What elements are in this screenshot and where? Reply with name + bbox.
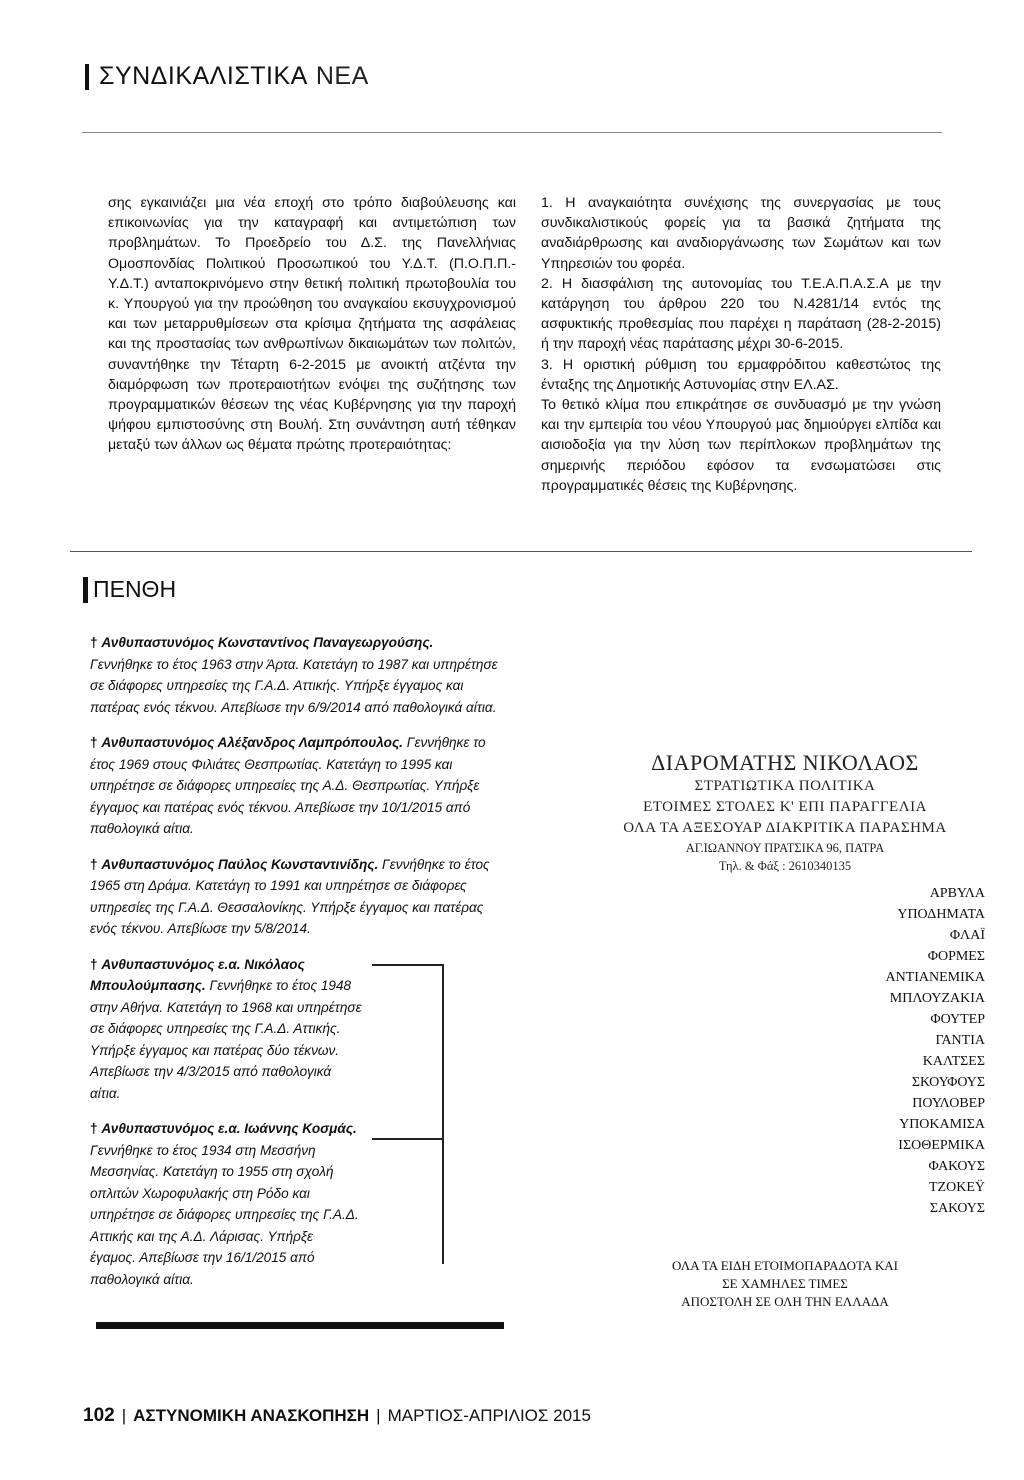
section-divider [70, 551, 972, 552]
obituary-name: Ανθυπαστυνόμος ε.α. Ιωάννης Κοσμάς. [101, 1121, 357, 1136]
header-bar [85, 64, 89, 90]
product-item: ΣΚΟΥΦΟΥΣ [911, 1075, 985, 1090]
obituary-name: Ανθυπαστυνόμος Παύλος Κωνσταντινίδης. [101, 856, 379, 872]
page-number: 102 [83, 1405, 115, 1426]
obituary-item [90, 1118, 362, 1290]
cross-icon: † [90, 856, 98, 872]
advert-line: ΣΤΡΑΤΙΩΤΙΚΑ ΠΟΛΙΤΙΚΑ [694, 778, 876, 794]
product-item: ΣΑΚΟΥΣ [929, 1201, 985, 1216]
section-header [85, 62, 369, 91]
advert-phone: Τηλ. & Φάξ : 2610340135 [718, 859, 852, 873]
product-item: ΦΟΥΤΕΡ [930, 1012, 985, 1027]
frame-line [442, 964, 444, 1264]
cross-icon: † [90, 735, 98, 750]
priority-item-1: 1. Η αναγκαιότητα συνέχισης της συνεργασίας με τους συνδικαλιστικούς φορείς για τα βασικά ζητήματα της αναδιάρθρωσης και αναδιοργάνωσης των Σωμάτων και των Υπηρεσιών του φορέα. [541, 195, 941, 272]
advert-footer-line: ΟΛΑ ΤΑ ΕΙΔΗ ΕΤΟΙΜΟΠΑΡΑΔΟΤΑ ΚΑΙ [672, 1258, 898, 1273]
product-item: ΦΟΡΜΕΣ [927, 949, 985, 964]
product-item: ΑΡΒΥΛΑ [929, 886, 985, 901]
cross-icon: † [90, 635, 98, 650]
bottom-bar [96, 1322, 504, 1329]
product-item: ΓΑΝΤΙΑ [935, 1033, 985, 1048]
obituaries-bar [83, 577, 88, 603]
obituary-item [90, 854, 498, 940]
article-right-column [541, 193, 941, 496]
product-item: ΙΣΟΘΕΡΜΙΚΑ [898, 1138, 985, 1153]
section-title: ΣΥΝΔΙΚΑΛΙΣΤΙΚΑ [99, 62, 308, 90]
obituary-text: Γεννήθηκε το έτος 1963 στην Άρτα. Κατετάγη το 1987 και υπηρέτησε σε διάφορες υπηρεσίες της Γ.Α.Δ. Αττικής. Υπήρξε έγγαμος και πατέρας ενός τέκνου. Απεβίωσε την 6/9/2014 από παθολογικά αίτια. [90, 656, 498, 715]
advert-address: ΑΓ.ΙΩΑΝΝΟΥ ΠΡΑΤΣΙΚΑ 96, ΠΑΤΡΑ [685, 841, 885, 855]
section-subtitle: ΝΕΑ [315, 62, 369, 90]
article-text: σης εγκαινιάζει μια νέα εποχή στο τρόπο διαβούλευσης και επικοινωνίας για την καταγραφή και αντιμετώπιση των προβλημάτων. Το Προεδρείο του Δ.Σ. της Πανελλήνιας Ομοσπονδίας Πολιτικού Προσωπικού του Υ.Δ.Τ. (Π.Ο.Π.Π.-Υ.Δ.Τ.) ανταποκρινόμενο στην θετική πολιτική πρωτοβουλία του κ. Υπουργού για την προώθηση του αναγκαίου εκσυγχρονισμού και των μεταρρυθμίσεων στα κρίσιμα ζητήματα της ασφάλειας και της προστασίας των ανθρωπίνων δικαιωμάτων των πολιτών, συναντήθηκε την Τέταρτη 6-2-2015 με ανοικτή ατζέντα την διαμόρφωση των προτεραιοτήτων ενόψει της συζήτησης των προγραμματικών θέσεων της νέας Κυβέρνησης για την παροχή ψήφου εμπιστοσύνης στη Βουλή. Στη συνάντηση αυτή τέθηκαν μεταξύ των άλλων ως θέματα πρώτης προτεραιότητας: [108, 195, 516, 454]
page-footer [83, 1405, 591, 1427]
product-item: ΚΑΛΤΣΕΣ [922, 1054, 985, 1069]
product-item: ΠΟΥΛΟΒΕΡ [912, 1096, 985, 1111]
cross-icon: † [90, 956, 98, 972]
product-item: ΦΛΑΪ [949, 928, 985, 943]
obituary-item [90, 954, 362, 1105]
advert-block [585, 750, 985, 875]
advert-footer-line: ΑΠΟΣΤΟΛΗ ΣΕ ΟΛΗ ΤΗΝ ΕΛΛΑΔΑ [681, 1294, 889, 1309]
obituary-text: Γεννήθηκε το έτος 1965 στη Δράμα. Κατετάγη το 1991 και υπηρέτησε σε διάφορες υπηρεσίες της Γ.Α.Δ. Θεσσαλονίκης. Υπήρξε έγγαμος και πατέρας ενός τέκνου. Απεβίωσε την 5/8/2014. [90, 856, 490, 936]
obituary-text: Γεννήθηκε το έτος 1969 στους Φιλιάτες Θεσπρωτίας. Κατετάγη το 1995 και υπηρέτησε σε διάφορες υπηρεσίες της Α.Δ. Θεσπρωτίας. Υπήρξε έγγαμος και πατέρας ενός τέκνου. Απεβίωσε την 10/1/2015 από παθολογικά αίτια. [90, 735, 486, 836]
obituaries-title: ΠΕΝΘΗ [93, 576, 177, 602]
obituary-text: Γεννήθηκε το έτος 1934 στη Μεσσήνη Μεσσηνίας. Κατετάγη το 1955 στη σχολή οπλιτών Χωροφυλακής στη Ρόδο και υπηρέτησε σε διάφορες υπηρεσίες της Γ.Α.Δ. Αττικής και της Α.Δ. Λάρισας. Υπήρξε έγαμος. Απεβίωσε την 16/1/2015 από παθολογικά αίτια. [90, 1142, 359, 1287]
obituaries-header [83, 576, 176, 603]
top-divider [82, 132, 942, 133]
footer-separator: | [376, 1406, 381, 1425]
cross-icon: † [90, 1121, 98, 1136]
article-closing: Το θετικό κλίμα που επικράτησε σε συνδυασμό με την γνώση και την εμπειρία του νέου Υπουργού μας δημιούργει ελπίδα και αισιοδοξία για την λύση των περίπλοκων προβλημάτων της σημερινής περιόδου εφόσον τα ενσωματώσει στις προγραμματικές θέσεις της Κυβέρνησης. [541, 397, 941, 494]
advert-footer [585, 1257, 985, 1311]
obituary-name: Ανθυπαστυνόμος ε.α. Νικόλαος Μπουλούμπασης. [90, 956, 305, 993]
article-left-column [108, 193, 516, 456]
obituary-item [90, 732, 498, 840]
priority-item-3: 3. Η οριστική ρύθμιση του ερμαφρόδιτου καθεστώτος της ένταξης της Δημοτικής Αστυνομίας στην ΕΛ.ΑΣ. [541, 356, 941, 393]
product-item: ΥΠΟΔΗΜΑΤΑ [897, 907, 985, 922]
obituary-item [90, 632, 498, 718]
footer-separator: | [121, 1406, 127, 1425]
product-item: ΦΑΚΟΥΣ [928, 1159, 985, 1174]
obituaries-list [90, 632, 498, 1304]
obituary-text: Γεννήθηκε το έτος 1948 στην Αθήνα. Κατετάγη το 1968 και υπηρέτησε σε διάφορες υπηρεσίες της Γ.Α.Δ. Αττικής. Υπήρξε έγγαμος και πατέρας δύο τέκνων. Απεβίωσε την 4/3/2015 από παθολογικά αίτια. [90, 978, 362, 1101]
publication-name: ΑΣΤΥΝΟΜΙΚΗ ΑΝΑΣΚΟΠΗΣΗ [133, 1406, 370, 1425]
frame-line [372, 964, 444, 966]
product-item: ΑΝΤΙΑΝΕΜΙΚΑ [885, 970, 985, 985]
frame-line [372, 1138, 444, 1140]
priority-item-2: 2. Η διασφάλιση της αυτονομίας του Τ.Ε.Α.Π.Α.Σ.Α με την κατάργηση του άρθρου 220 του Ν.4281/14 εντός της ασφυκτικής προθεσμίας που παρέχει η παράταση (28-2-2015) ή την παροχή νέας παράτασης μέχρι 30-6-2015. [541, 275, 941, 353]
advert-name: ΔΙΑΡΟΜΑΤΗΣ ΝΙΚΟΛΑΟΣ [651, 750, 919, 775]
advert-line: ΕΤΟΙΜΕΣ ΣΤΟΛΕΣ Κ' ΕΠΙ ΠΑΡΑΓΓΕΛΙΑ [643, 799, 927, 815]
product-item: ΜΠΛΟΥΖΑΚΙΑ [889, 991, 985, 1006]
product-list [800, 883, 985, 1219]
issue-date: ΜΑΡΤΙΟΣ-ΑΠΡΙΛΙΟΣ 2015 [387, 1406, 591, 1425]
obituary-name: Ανθυπαστυνόμος Κωνσταντίνος Παναγεωργούσης. [101, 635, 434, 650]
product-item: ΤΖΟΚΕΫ [929, 1180, 985, 1195]
obituary-name: Ανθυπαστυνόμος Αλέξανδρος Λαμπρόπουλος. [101, 735, 403, 750]
advert-footer-line: ΣΕ ΧΑΜΗΛΕΣ ΤΙΜΕΣ [722, 1276, 848, 1291]
product-item: ΥΠΟΚΑΜΙΣΑ [899, 1117, 985, 1132]
advert-line: ΟΛΑ ΤΑ ΑΞΕΣΟΥΑΡ ΔΙΑΚΡΙΤΙΚΑ ΠΑΡΑΣΗΜΑ [623, 820, 947, 836]
